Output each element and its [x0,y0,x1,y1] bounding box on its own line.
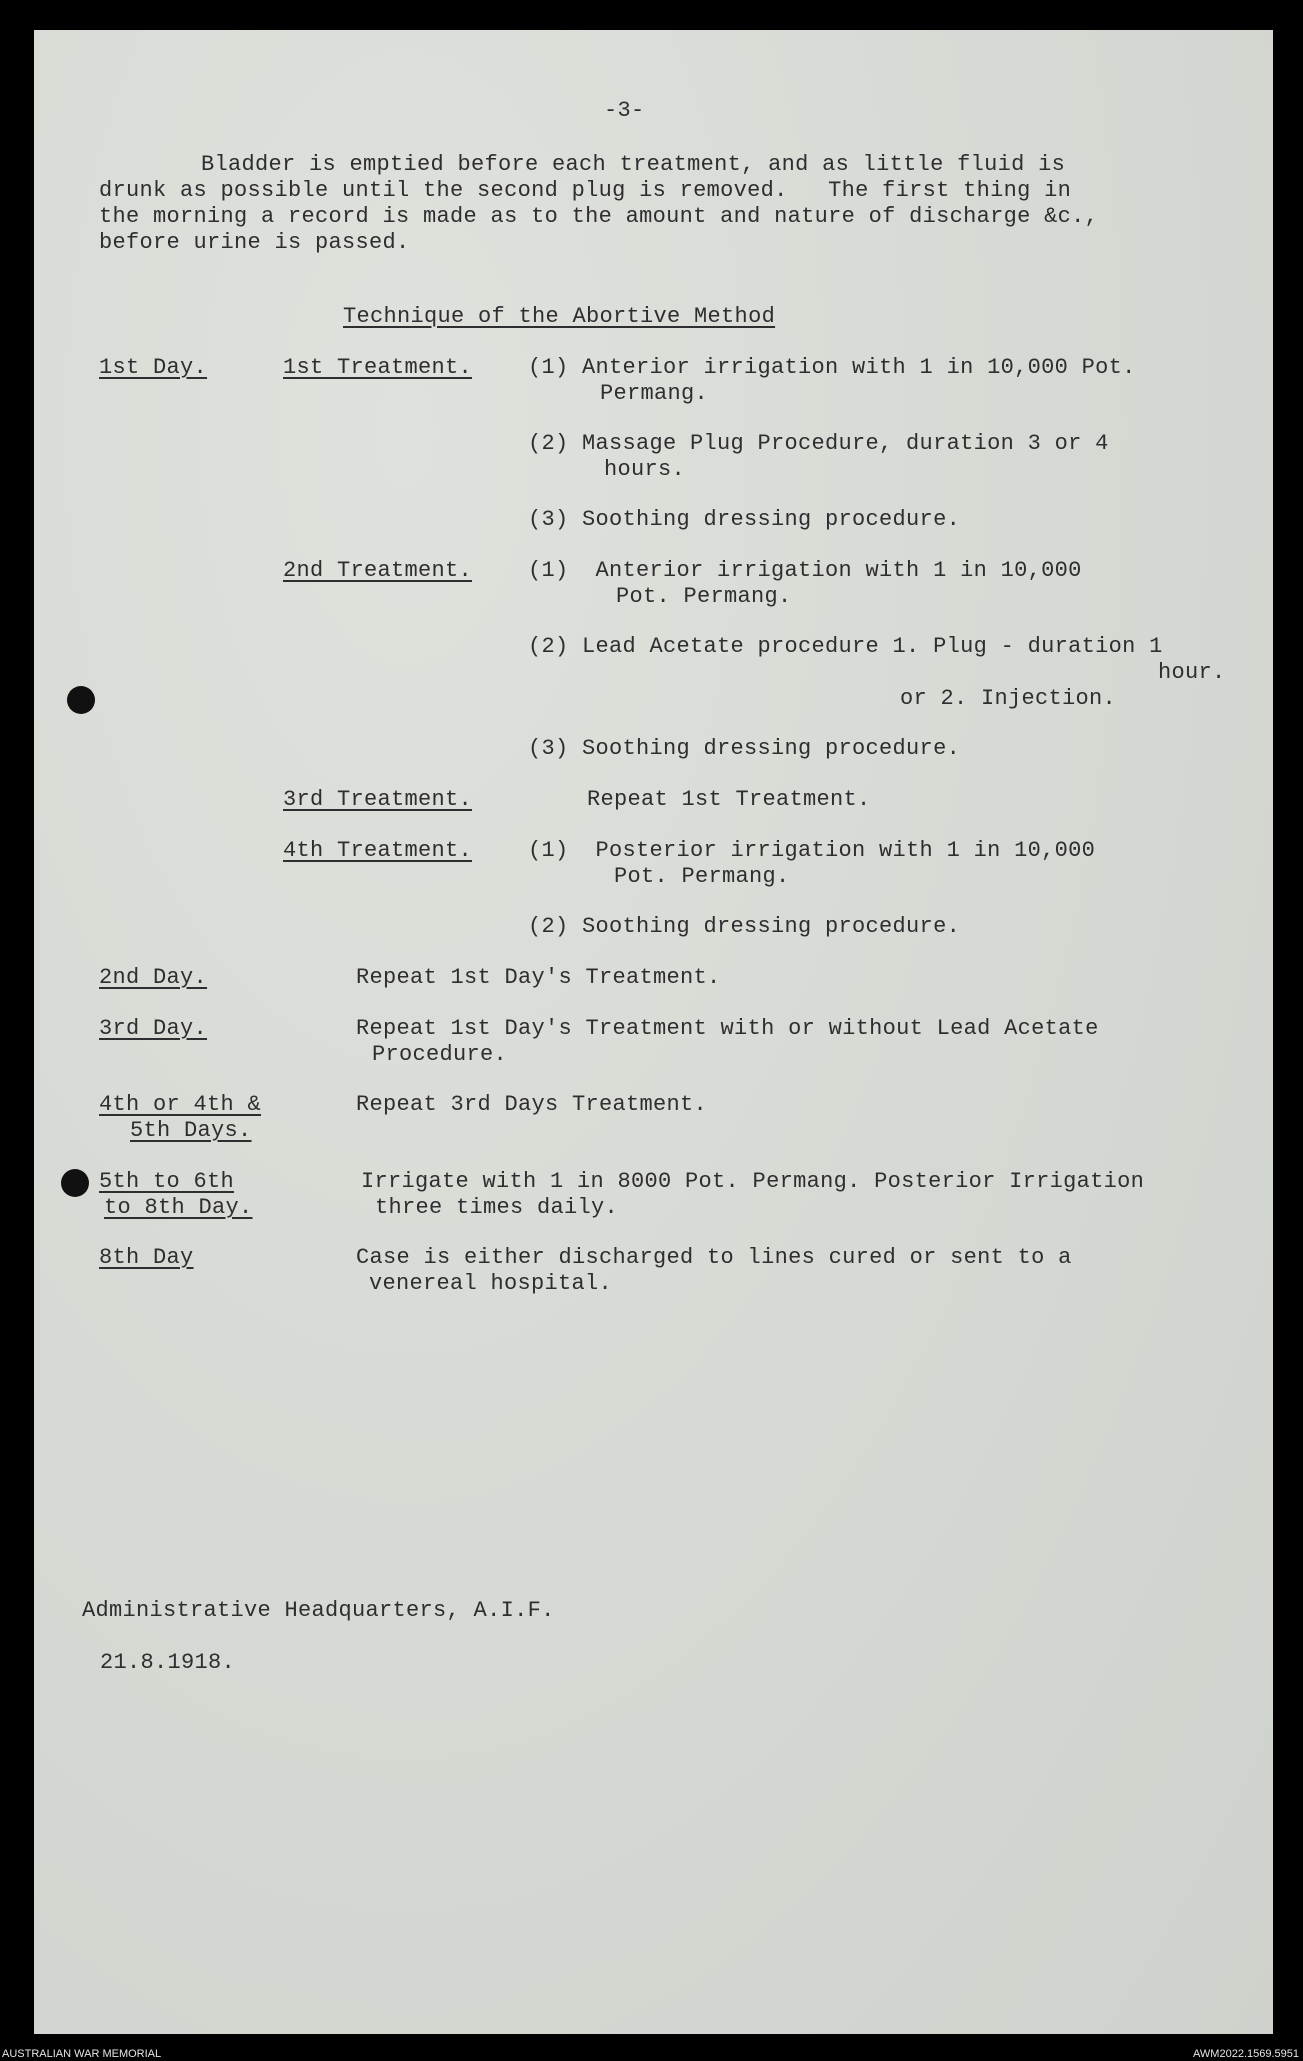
treatment-2-label: 2nd Treatment. [283,558,473,583]
day-5-text-cont: three times daily. [375,1195,619,1220]
t2-step-2-cont: hour. [1158,660,1226,685]
section-heading: Technique of the Abortive Method [343,304,776,329]
day-4-text: Repeat 3rd Days Treatment. [356,1092,708,1117]
day-1-label: 1st Day. [99,355,208,380]
day-2-label: 2nd Day. [99,965,208,990]
signature-date: 21.8.1918. [100,1650,236,1675]
intro-line-3: the morning a record is made as to the amount and nature of discharge &c., [99,204,1099,229]
t4-step-1: (1) Posterior irrigation with 1 in 10,000 [528,838,1096,863]
t2-step-1-cont: Pot. Permang. [616,584,792,609]
treatment-4-label: 4th Treatment. [283,838,473,863]
intro-line-1: Bladder is emptied before each treatment, and as little fluid is [201,152,1066,177]
day-8-label: 8th Day [99,1245,194,1270]
t1-step-2-cont: hours. [604,457,686,482]
signature-office: Administrative Headquarters, A.I.F. [82,1598,555,1623]
footer-catalog-id: AWM2022.1569.5951 [1193,2048,1299,2060]
day-3-text: Repeat 1st Day's Treatment with or without Lead Acetate [356,1016,1099,1041]
t2-step-2: (2) Lead Acetate procedure 1. Plug - duration 1 [528,634,1163,659]
day-5-label-cont: to 8th Day. [104,1195,253,1220]
treatment-3-label: 3rd Treatment. [283,787,473,812]
t1-step-3: (3) Soothing dressing procedure. [528,507,961,532]
day-3-text-cont: Procedure. [372,1042,508,1067]
day-5-text: Irrigate with 1 in 8000 Pot. Permang. Posterior Irrigation [361,1169,1145,1194]
day-8-text: Case is either discharged to lines cured or sent to a [356,1245,1072,1270]
page-number: -3- [604,98,645,123]
t1-step-2: (2) Massage Plug Procedure, duration 3 or 4 [528,431,1109,456]
t2-step-3: (3) Soothing dressing procedure. [528,736,961,761]
day-2-text: Repeat 1st Day's Treatment. [356,965,721,990]
punch-hole-lower [61,1169,89,1197]
footer-archive-name: AUSTRALIAN WAR MEMORIAL [2,2048,162,2060]
punch-hole-upper [67,686,95,714]
t3-text: Repeat 1st Treatment. [587,787,871,812]
intro-line-4: before urine is passed. [99,230,410,255]
t2-step-1: (1) Anterior irrigation with 1 in 10,000 [528,558,1082,583]
day-4-label: 4th or 4th & [99,1092,262,1117]
t4-step-1-cont: Pot. Permang. [614,864,790,889]
day-8-text-cont: venereal hospital. [369,1271,613,1296]
treatment-1-label: 1st Treatment. [283,355,473,380]
t4-step-2: (2) Soothing dressing procedure. [528,914,961,939]
day-5-label: 5th to 6th [99,1169,235,1194]
day-4-label-cont: 5th Days. [130,1118,252,1143]
t1-step-1-cont: Permang. [600,381,709,406]
intro-line-2: drunk as possible until the second plug is removed. The first thing in [99,178,1072,203]
day-3-label: 3rd Day. [99,1016,208,1041]
t2-step-2-alt: or 2. Injection. [900,686,1117,711]
document-page [34,30,1273,2034]
t1-step-1: (1) Anterior irrigation with 1 in 10,000 Pot. [528,355,1136,380]
